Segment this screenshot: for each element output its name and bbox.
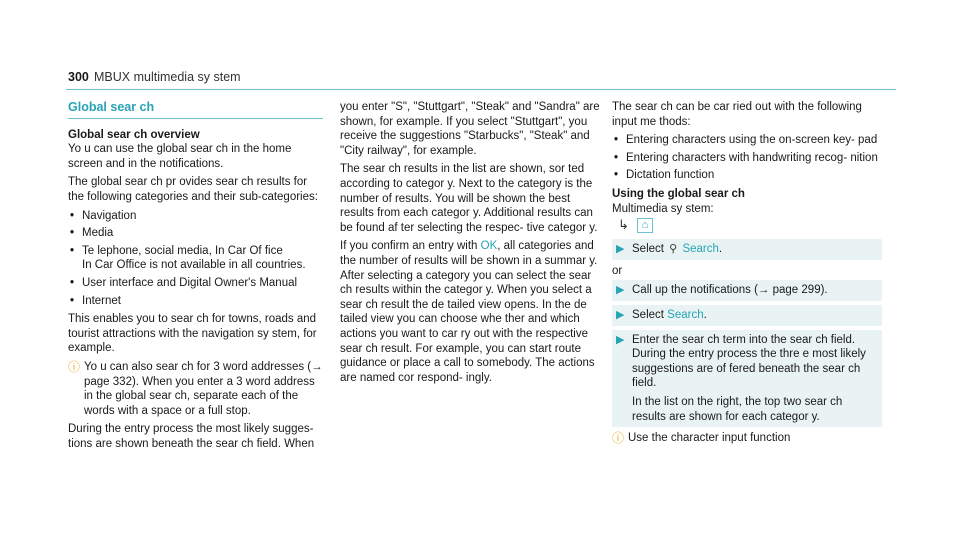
- list-item: • Navigation: [68, 209, 323, 224]
- nav-arrow-icon: ↳: [618, 217, 629, 233]
- home-icon: ⌂: [637, 218, 653, 233]
- final-note: [612, 431, 882, 446]
- search-label: Search: [682, 243, 719, 256]
- search-label: Search: [667, 308, 704, 321]
- results-paragraph: The sear ch results in the list are shown, sor ted according to categor y. Next to the category is the number of results. You will be shown the best results from each categor y. Additional results can be found af ter selecting the respec- tive categor y.: [340, 163, 598, 234]
- page-number: 300: [68, 70, 89, 84]
- using-title: Using the global sear ch: [612, 187, 745, 200]
- step-arrow-icon: ▶: [616, 243, 625, 256]
- running-title: MBUX multimedia sy stem: [94, 70, 241, 84]
- info-icon: ⓘ: [68, 359, 81, 374]
- category-list: [68, 209, 323, 309]
- info-icon: ⓘ: [612, 431, 625, 446]
- step-arrow-icon: ▶: [616, 308, 625, 321]
- column-2: [340, 100, 602, 389]
- methods-intro: The sear ch can be car ried out with the following input me thods:: [612, 101, 862, 128]
- column-1: [68, 100, 323, 455]
- note-text: Use the character input function: [628, 432, 791, 445]
- examples-paragraph: you enter "S", "Stuttgart", "Steak" and "Sandra" are shown, for example. If you select "Stuttgart", you receive the suggestions "Starbucks", "Steak" and "City railway", for example.: [340, 101, 600, 157]
- methods-list: [612, 133, 882, 183]
- list-item: [68, 244, 323, 273]
- step-arrow-icon: ▶: [616, 333, 625, 346]
- provides-paragraph: The global sear ch pr ovides sear ch results for the following categories and their sub-categories:: [68, 176, 318, 203]
- step-notifications: ▶ Call up the notifications (→ page 299).: [612, 280, 882, 301]
- nav-path: [618, 218, 882, 233]
- intro-paragraph: Yo u can use the global sear ch in the home screen and in the notifications.: [68, 143, 292, 170]
- section-title: Global sear ch: [68, 100, 323, 119]
- enables-paragraph: This enables you to sear ch for towns, roads and tourist attractions with the navigation sy stem, for example.: [68, 313, 317, 355]
- list-item: • Internet: [68, 294, 323, 309]
- step-select-search-2: ▶ Select Search.: [612, 305, 882, 326]
- note: [68, 360, 323, 418]
- or-text: or: [612, 264, 623, 277]
- page-header: [0, 0, 960, 90]
- note-text: Yo u can also sear ch for 3 word addresses (→ page 332). When you enter a 3 word address in the global sear ch, separate each of the words with a space or a full stop.: [84, 360, 323, 417]
- step-select-search: ▶ Select ⚲ Search.: [612, 239, 882, 260]
- incar-note: In Car Office is not available in all countries.: [82, 259, 306, 272]
- step-enter-term: ▶ Enter the sear ch term into the sear ch field. During the entry process the thre e most likely suggestions are of fered beneath the sear ch field. In the list on the right, the top two sear ch results are shown for each categor y.: [612, 330, 882, 428]
- list-item: • Media: [68, 226, 323, 241]
- list-item: • Entering characters with handwriting recog- nition: [612, 151, 882, 166]
- overview-title: Global sear ch overview: [68, 128, 200, 141]
- confirm-paragraph: If you confirm an entry with OK, all categories and the number of results will be shown in a summar y. After selecting a category you can select the sear ch results within the categor y. When you select a sear ch result the de tailed view opens. In the de tailed view you can choose whe ther and which actions you want to car ry out with the respective sear ch result. For example, you can start route guidance or place a call to somebody. The actions are named cor respond- ingly.: [340, 240, 598, 384]
- step-note: In the list on the right, the top two sear ch results are shown for each categor y.: [632, 395, 843, 423]
- system-label: Multimedia sy stem:: [612, 202, 714, 215]
- column-3: [612, 100, 882, 450]
- list-item: • Dictation function: [612, 168, 882, 183]
- header-rule: [66, 89, 896, 90]
- list-item: • User interface and Digital Owner's Manual: [68, 276, 323, 291]
- search-icon: ⚲: [669, 243, 678, 256]
- during-paragraph: During the entry process the most likely sugges- tions are shown beneath the sear ch field. When: [68, 423, 315, 450]
- step-arrow-icon: ▶: [616, 284, 625, 297]
- ok-label: OK: [480, 240, 498, 253]
- list-item-text: Te lephone, social media, In Car Of fice: [82, 244, 283, 257]
- list-item: • Entering characters using the on-screen key- pad: [612, 133, 882, 148]
